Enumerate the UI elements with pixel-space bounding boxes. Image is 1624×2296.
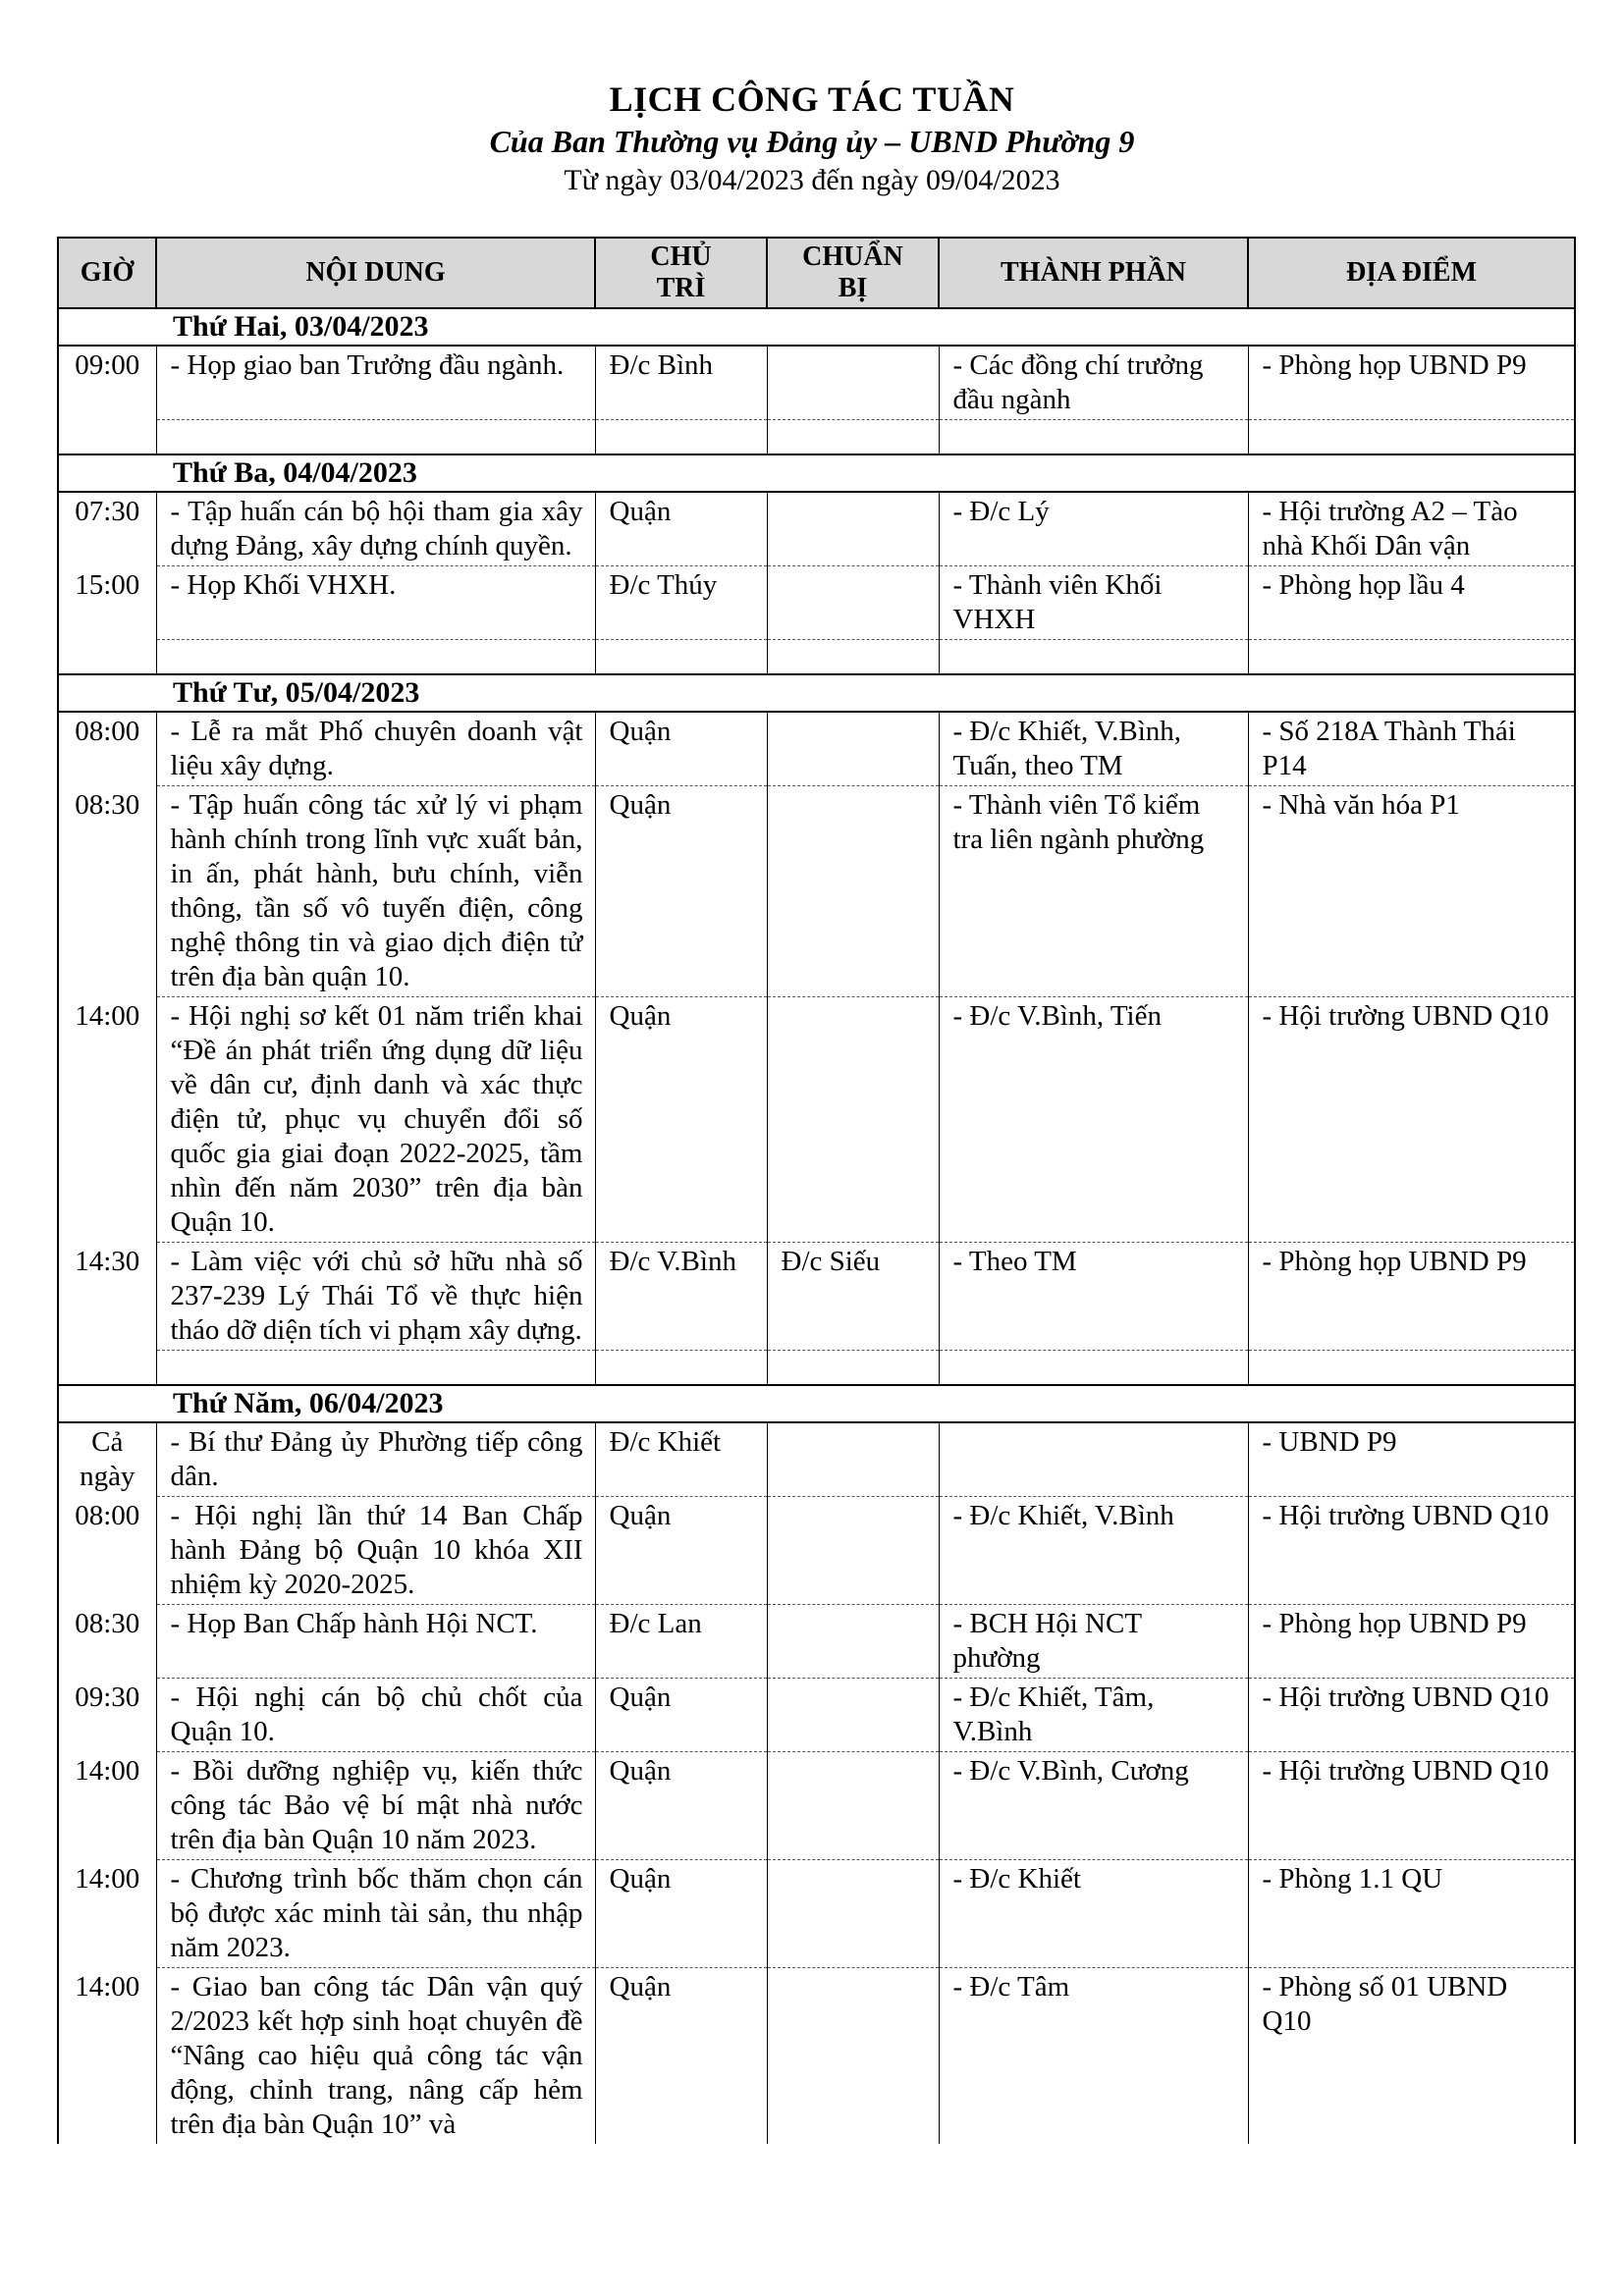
event-prepare	[767, 1422, 939, 1497]
event-location: - Số 218A Thành Thái P14	[1248, 712, 1575, 786]
event-time: Cả ngày	[58, 1422, 156, 1497]
spacer-cell	[58, 420, 156, 455]
spacer-cell	[767, 1351, 939, 1386]
col-header-content: NỘI DUNG	[156, 238, 595, 308]
event-time: 08:00	[58, 712, 156, 786]
event-location: - Hội trường UBND Q10	[1248, 1679, 1575, 1752]
event-row	[58, 1860, 1575, 1968]
page-subtitle: Của Ban Thường vụ Đảng ủy – UBND Phường 9	[489, 124, 1135, 159]
spacer-cell	[58, 640, 156, 675]
event-time: 08:30	[58, 786, 156, 997]
spacer-cell	[595, 640, 767, 675]
event-chair: Quận	[595, 712, 767, 786]
event-time: 15:00	[58, 566, 156, 640]
event-chair: Quận	[595, 1497, 767, 1605]
event-location: - Nhà văn hóa P1	[1248, 786, 1575, 997]
event-content: - Làm việc với chủ sở hữu nhà số 237-239 Lý Thái Tổ về thực hiện tháo dỡ diện tích vi phạm xây dựng.	[156, 1243, 595, 1351]
event-prepare	[767, 1605, 939, 1679]
day-row	[58, 308, 1575, 346]
event-participants: - Đ/c Khiết, V.Bình, Tuấn, theo TM	[939, 712, 1248, 786]
event-location: - Phòng họp UBND P9	[1248, 346, 1575, 420]
spacer-cell	[939, 1351, 1248, 1386]
event-content: - Tập huấn công tác xử lý vi phạm hành chính trong lĩnh vực xuất bản, in ấn, phát hành, bưu chính, viễn thông, tần số vô tuyến điện, công nghệ thông tin và giao dịch điện tử trên địa bàn quận 10.	[156, 786, 595, 997]
col-header-prepare: CHUẨN BỊ	[767, 238, 939, 308]
event-content: - Họp giao ban Trưởng đầu ngành.	[156, 346, 595, 420]
spacer-cell	[1248, 640, 1575, 675]
col-header-participants: THÀNH PHẦN	[939, 238, 1248, 308]
event-row	[58, 492, 1575, 566]
day-row	[58, 674, 1575, 712]
event-location: - Hội trường A2 – Tào nhà Khối Dân vận	[1248, 492, 1575, 566]
spacer-row	[58, 1351, 1575, 1386]
event-content: - Họp Ban Chấp hành Hội NCT.	[156, 1605, 595, 1679]
spacer-cell	[156, 1351, 595, 1386]
schedule-body	[58, 308, 1575, 2144]
event-chair: Quận	[595, 1679, 767, 1752]
event-row	[58, 1752, 1575, 1860]
day-label: Thứ Tư, 05/04/2023	[58, 674, 1575, 712]
event-content: - Bí thư Đảng ủy Phường tiếp công dân.	[156, 1422, 595, 1497]
event-time: 09:30	[58, 1679, 156, 1752]
event-prepare	[767, 492, 939, 566]
event-prepare	[767, 1679, 939, 1752]
event-time: 14:00	[58, 997, 156, 1243]
event-participants: - Đ/c Tâm	[939, 1968, 1248, 2145]
event-chair: Đ/c Lan	[595, 1605, 767, 1679]
event-row	[58, 1968, 1575, 2145]
event-chair: Quận	[595, 786, 767, 997]
event-participants: - Các đồng chí trưởng đầu ngành	[939, 346, 1248, 420]
day-label: Thứ Hai, 03/04/2023	[58, 308, 1575, 346]
event-location: - Phòng họp UBND P9	[1248, 1243, 1575, 1351]
event-row	[58, 997, 1575, 1243]
event-location: - Phòng họp UBND P9	[1248, 1605, 1575, 1679]
event-content: - Lễ ra mắt Phố chuyên doanh vật liệu xây dựng.	[156, 712, 595, 786]
event-prepare	[767, 997, 939, 1243]
spacer-cell	[939, 640, 1248, 675]
day-label: Thứ Năm, 06/04/2023	[58, 1385, 1575, 1422]
event-prepare	[767, 346, 939, 420]
event-location: - Hội trường UBND Q10	[1248, 1497, 1575, 1605]
event-location: - Hội trường UBND Q10	[1248, 997, 1575, 1243]
event-chair: Quận	[595, 1968, 767, 2145]
event-prepare	[767, 566, 939, 640]
event-participants: - Theo TM	[939, 1243, 1248, 1351]
event-chair: Quận	[595, 997, 767, 1243]
day-row	[58, 1385, 1575, 1422]
spacer-cell	[156, 420, 595, 455]
event-row	[58, 1422, 1575, 1497]
event-location: - Phòng họp lầu 4	[1248, 566, 1575, 640]
event-prepare	[767, 1752, 939, 1860]
event-chair: Đ/c V.Bình	[595, 1243, 767, 1351]
event-location: - Hội trường UBND Q10	[1248, 1752, 1575, 1860]
event-row	[58, 786, 1575, 997]
event-participants: - BCH Hội NCT phường	[939, 1605, 1248, 1679]
event-time: 14:30	[58, 1243, 156, 1351]
spacer-cell	[156, 640, 595, 675]
spacer-cell	[939, 420, 1248, 455]
event-chair: Đ/c Bình	[595, 346, 767, 420]
event-time: 14:00	[58, 1860, 156, 1968]
spacer-cell	[1248, 420, 1575, 455]
event-row	[58, 1605, 1575, 1679]
event-location: - Phòng số 01 UBND Q10	[1248, 1968, 1575, 2145]
event-prepare	[767, 786, 939, 997]
spacer-cell	[1248, 1351, 1575, 1386]
col-header-location: ĐỊA ĐIỂM	[1248, 238, 1575, 308]
event-row	[58, 1243, 1575, 1351]
event-row	[58, 1679, 1575, 1752]
event-content: - Giao ban công tác Dân vận quý 2/2023 kết hợp sinh hoạt chuyên đề “Nâng cao hiệu quả công tác vận động, chỉnh trang, nâng cấp hẻm trên địa bàn Quận 10” và	[156, 1968, 595, 2145]
event-content: - Hội nghị cán bộ chủ chốt của Quận 10.	[156, 1679, 595, 1752]
spacer-cell	[767, 640, 939, 675]
event-chair: Quận	[595, 1752, 767, 1860]
event-time: 14:00	[58, 1968, 156, 2145]
event-participants: - Đ/c Khiết, Tâm, V.Bình	[939, 1679, 1248, 1752]
event-participants: - Đ/c Lý	[939, 492, 1248, 566]
event-chair: Đ/c Khiết	[595, 1422, 767, 1497]
header-row	[58, 238, 1575, 308]
event-participants: - Đ/c Khiết, V.Bình	[939, 1497, 1248, 1605]
event-time: 09:00	[58, 346, 156, 420]
event-chair: Đ/c Thúy	[595, 566, 767, 640]
event-row	[58, 566, 1575, 640]
event-content: - Hội nghị lần thứ 14 Ban Chấp hành Đảng bộ Quận 10 khóa XII nhiệm kỳ 2020-2025.	[156, 1497, 595, 1605]
event-participants: - Đ/c V.Bình, Tiến	[939, 997, 1248, 1243]
event-participants: - Thành viên Tổ kiểm tra liên ngành phường	[939, 786, 1248, 997]
event-prepare	[767, 1968, 939, 2145]
event-participants: - Đ/c Khiết	[939, 1860, 1248, 1968]
event-time: 08:00	[58, 1497, 156, 1605]
page-title: LỊCH CÔNG TÁC TUẦN	[609, 80, 1015, 119]
event-content: - Bồi dưỡng nghiệp vụ, kiến thức công tác Bảo vệ bí mật nhà nước trên địa bàn Quận 10 năm 2023.	[156, 1752, 595, 1860]
event-location: - Phòng 1.1 QU	[1248, 1860, 1575, 1968]
schedule-table	[57, 237, 1576, 2144]
event-row	[58, 712, 1575, 786]
event-location: - UBND P9	[1248, 1422, 1575, 1497]
event-content: - Tập huấn cán bộ hội tham gia xây dựng Đảng, xây dựng chính quyền.	[156, 492, 595, 566]
event-time: 14:00	[58, 1752, 156, 1860]
event-row	[58, 346, 1575, 420]
event-prepare	[767, 1497, 939, 1605]
event-participants: - Thành viên Khối VHXH	[939, 566, 1248, 640]
spacer-cell	[595, 1351, 767, 1386]
event-chair: Quận	[595, 1860, 767, 1968]
spacer-cell	[595, 420, 767, 455]
event-prepare	[767, 712, 939, 786]
event-prepare	[767, 1860, 939, 1968]
col-header-chair: CHỦ TRÌ	[595, 238, 767, 308]
col-header-time: GIỜ	[58, 238, 156, 308]
event-content: - Chương trình bốc thăm chọn cán bộ được xác minh tài sản, thu nhập năm 2023.	[156, 1860, 595, 1968]
spacer-row	[58, 640, 1575, 675]
day-row	[58, 454, 1575, 492]
event-participants	[939, 1422, 1248, 1497]
event-content: - Hội nghị sơ kết 01 năm triển khai “Đề án phát triển ứng dụng dữ liệu về dân cư, định danh và xác thực điện tử, phục vụ chuyển đổi số quốc gia giai đoạn 2022-2025, tầm nhìn đến năm 2030” trên địa bàn Quận 10.	[156, 997, 595, 1243]
spacer-cell	[767, 420, 939, 455]
event-row	[58, 1497, 1575, 1605]
spacer-row	[58, 420, 1575, 455]
day-label: Thứ Ba, 04/04/2023	[58, 454, 1575, 492]
event-participants: - Đ/c V.Bình, Cương	[939, 1752, 1248, 1860]
event-content: - Họp Khối VHXH.	[156, 566, 595, 640]
event-prepare: Đ/c Siếu	[767, 1243, 939, 1351]
event-time: 08:30	[58, 1605, 156, 1679]
spacer-cell	[58, 1351, 156, 1386]
date-range: Từ ngày 03/04/2023 đến ngày 09/04/2023	[564, 164, 1060, 196]
document-header	[0, 77, 1624, 200]
event-chair: Quận	[595, 492, 767, 566]
event-time: 07:30	[58, 492, 156, 566]
